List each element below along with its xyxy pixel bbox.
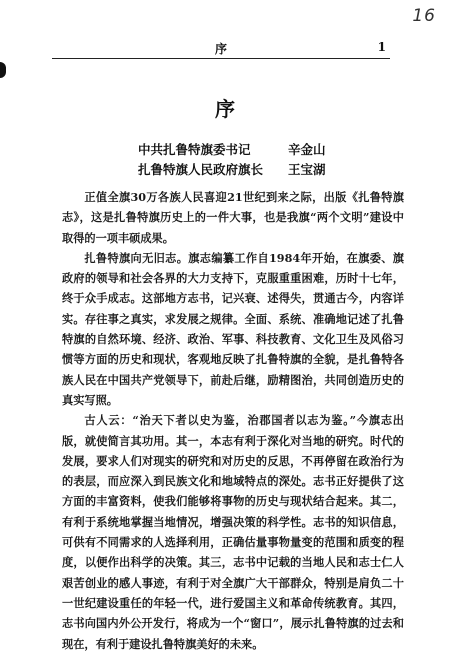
author-role: 扎鲁特旗人民政府旗长 — [138, 162, 264, 177]
author-line — [138, 140, 388, 158]
running-head-title: 序 — [214, 42, 228, 56]
binding-mark — [0, 62, 6, 78]
author-role: 中共扎鲁特旗委书记 — [138, 142, 251, 157]
running-head-page-number: 1 — [377, 40, 386, 54]
paragraph: 扎鲁特旗向无旧志。旗志编纂工作自1984年开始，在旗委、旗政府的领导和社会各界的大力支持下，克服重重困难，历时十七年，终于众手成志。这部地方志书，记兴衰、述得失，贯通古今，内容详实。存往事之真实，求发展之规律。全面、系统、准确地记述了扎鲁特旗的自然环境、经济、政治、军事、科技教育、文化卫生及风俗习惯等方面的历史和现状，客观地反映了扎鲁特旗的全貌，是扎鲁特各族人民在中国共产党领导下，前赴后继，励精图治，共同创造历史的真实写照。 — [62, 250, 404, 407]
paragraph: 古人云：“治天下者以史为鉴，治郡国者以志为鉴。”今旗志出版，就使简言其功用。其一，本志有利于深化对当地的研究。时代的发展，要求人们对现实的研究和对历史的反思，不再停留在政治行为的表层，而应深入到民族文化和地域特点的深处。志书正好提供了这方面的丰富资料，使我们能够将事物的历史与现状结合起来。其二，有利于系统地掌握当地情况，增强决策的科学性。志书的知识信息，可供有不同需求的人选择利用，正确估量事物量变的范围和质变的程度，以便作出科学的决策。其三，志书中记载的当地人民和志士仁人艰苦创业的感人事迹，有利于对全旗广大干部群众，特别是肩负二十一世纪建设重任的年轻一代，进行爱国主义和革命传统教育。其四，志书向国内外公开发行，将成为一个“窗口”，展示扎鲁特旗的过去和现在，有利于建设扎鲁特旗美好的未来。 — [62, 413, 404, 651]
author-name: 王宝湖 — [288, 162, 326, 177]
body-text — [62, 187, 404, 654]
paragraph: 正值全旗30万各族人民喜迎21世纪到来之际，出版《扎鲁特旗志》，这是扎鲁特旗历史上的一件大事，也是我旗“两个文明”建设中取得的一项丰硕成果。 — [62, 190, 404, 245]
author-name: 辛金山 — [288, 142, 326, 157]
running-head — [52, 40, 390, 59]
author-line — [138, 160, 388, 178]
page-title: 序 — [215, 97, 235, 121]
handwritten-page-number: 16 — [412, 6, 436, 26]
